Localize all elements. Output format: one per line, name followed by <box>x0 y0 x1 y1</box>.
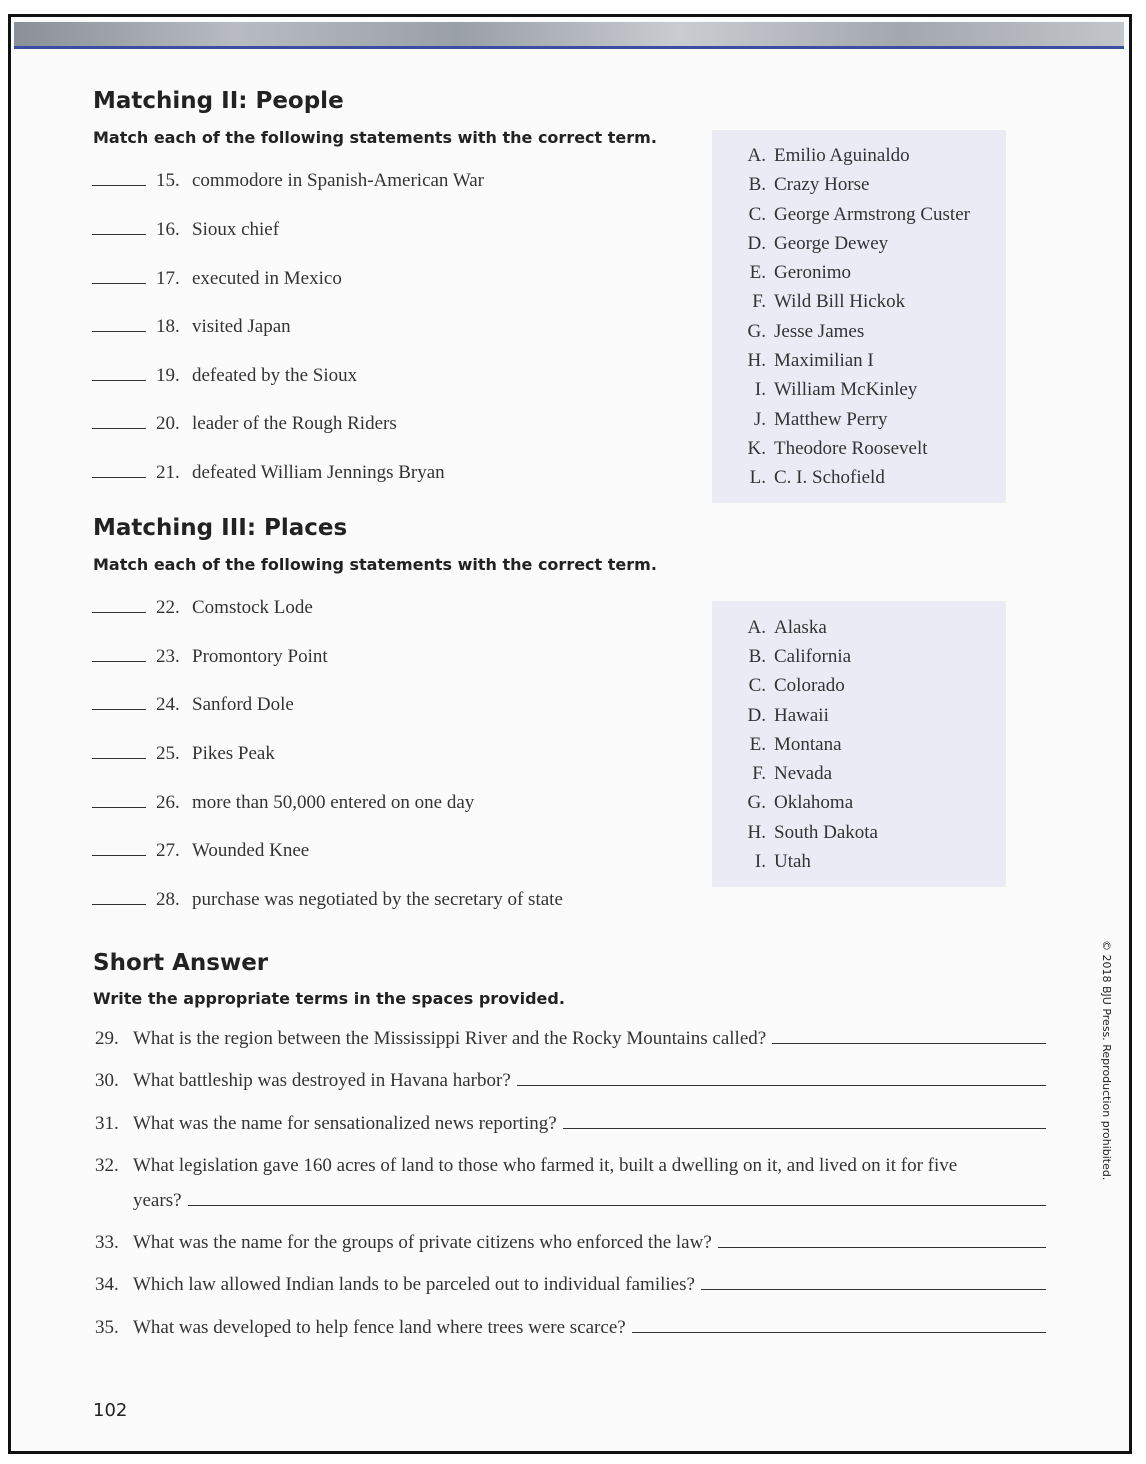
answer-blank[interactable] <box>92 331 146 332</box>
question-number: 15. <box>156 170 180 191</box>
answer-option: H. South Dakota <box>747 822 878 843</box>
question-text: Comstock Lode <box>192 597 313 618</box>
answer-blank[interactable] <box>92 807 146 808</box>
answer-line[interactable] <box>517 1084 1046 1086</box>
answer-option: G. Jesse James <box>747 321 865 342</box>
matching-question <box>92 743 275 765</box>
short-answer-question: 34. Which law allowed Indian lands to be parceled out to individual families? <box>95 1274 1046 1296</box>
answer-option: I. Utah <box>754 851 811 872</box>
answer-line[interactable] <box>188 1204 1046 1206</box>
answer-blank[interactable] <box>92 477 146 478</box>
section-title-matching-places: Matching III: Places <box>93 515 348 541</box>
answer-option: E. Geronimo <box>749 262 852 283</box>
answer-line[interactable] <box>563 1127 1046 1129</box>
answer-blank[interactable] <box>92 185 146 186</box>
question-text: commodore in Spanish-American War <box>192 170 485 191</box>
question-number: 24. <box>156 694 180 715</box>
answer-line[interactable] <box>718 1246 1046 1248</box>
answer-line[interactable] <box>632 1331 1046 1333</box>
matching-question <box>92 462 445 484</box>
answer-blank[interactable] <box>92 234 146 235</box>
question-number: 18. <box>156 316 180 337</box>
question-text: Promontory Point <box>192 646 328 667</box>
answer-line[interactable] <box>701 1288 1046 1290</box>
answer-option: L. C. I. Schofield <box>749 467 885 488</box>
matching-question <box>92 413 397 435</box>
answer-option: J. Matthew Perry <box>753 409 888 430</box>
question-text: executed in Mexico <box>192 268 342 289</box>
answer-option: C. Colorado <box>748 675 845 696</box>
answer-option: F. Nevada <box>752 763 833 784</box>
matching-question <box>92 268 342 290</box>
answer-blank[interactable] <box>92 855 146 856</box>
question-number: 21. <box>156 462 180 483</box>
copyright-notice: © 2018 BJU Press. Reproduction prohibited. <box>1100 940 1113 1181</box>
question-text: defeated by the Sioux <box>192 365 358 386</box>
question-text: defeated William Jennings Bryan <box>192 462 445 483</box>
answer-blank[interactable] <box>92 380 146 381</box>
answer-blank[interactable] <box>92 904 146 905</box>
answer-option: B. Crazy Horse <box>748 174 870 195</box>
matching-question <box>92 646 328 668</box>
short-answer-question: 30. What battleship was destroyed in Havana harbor? <box>95 1070 1046 1092</box>
matching-question <box>92 219 279 241</box>
answer-option: B. California <box>748 646 852 667</box>
question-number: 20. <box>156 413 180 434</box>
answer-option: G. Oklahoma <box>747 792 854 813</box>
answer-blank[interactable] <box>92 283 146 284</box>
section-instructions: Match each of the following statements with the correct term. <box>93 128 657 147</box>
question-number: 17. <box>156 268 180 289</box>
answer-option: C. George Armstrong Custer <box>748 204 970 225</box>
matching-question <box>92 840 309 862</box>
short-answer-question: 29. What is the region between the Mississippi River and the Rocky Mountains called? <box>95 1028 1046 1050</box>
question-text: Sioux chief <box>192 219 280 240</box>
question-number: 16. <box>156 219 180 240</box>
question-text: leader of the Rough Riders <box>192 413 397 434</box>
answer-option: D. George Dewey <box>747 233 889 254</box>
answer-blank[interactable] <box>92 612 146 613</box>
matching-question <box>92 694 294 716</box>
answer-option: A. Emilio Aguinaldo <box>747 145 910 166</box>
question-number: 23. <box>156 646 180 667</box>
question-text: more than 50,000 entered on one day <box>192 792 475 813</box>
short-answer-continuation: years? <box>133 1190 1046 1212</box>
matching-question <box>92 792 474 814</box>
short-answer-question: 35. What was developed to help fence land where trees were scarce? <box>95 1317 1046 1339</box>
answer-option: F. Wild Bill Hickok <box>752 291 906 312</box>
matching-question <box>92 316 291 338</box>
question-text: Pikes Peak <box>192 743 275 764</box>
question-number: 22. <box>156 597 180 618</box>
page-number: 102 <box>93 1400 128 1421</box>
question-text: Wounded Knee <box>192 840 310 861</box>
answer-blank[interactable] <box>92 661 146 662</box>
answer-line[interactable] <box>772 1042 1046 1044</box>
answer-option: K. Theodore Roosevelt <box>747 438 928 459</box>
answer-option: E. Montana <box>749 734 842 755</box>
matching-question <box>92 365 357 387</box>
question-text: purchase was negotiated by the secretary of state <box>192 889 563 910</box>
question-number: 19. <box>156 365 180 386</box>
short-answer-question: 32. What legislation gave 160 acres of land to those who farmed it, built a dwelling on it, and lived on it for five <box>95 1155 958 1176</box>
header-banner-image <box>14 22 1124 49</box>
short-answer-question: 31. What was the name for sensationalized news reporting? <box>95 1113 1046 1135</box>
section-title-matching-people: Matching II: People <box>93 88 344 114</box>
matching-question <box>92 170 484 192</box>
question-number: 26. <box>156 792 180 813</box>
question-number: 27. <box>156 840 180 861</box>
section-title-short-answer: Short Answer <box>93 950 269 976</box>
short-answer-question: 33. What was the name for the groups of private citizens who enforced the law? <box>95 1232 1046 1254</box>
answer-blank[interactable] <box>92 428 146 429</box>
matching-question <box>92 597 313 619</box>
answer-option: A. Alaska <box>747 617 827 638</box>
section-instructions: Write the appropriate terms in the spaces provided. <box>93 989 565 1008</box>
question-number: 25. <box>156 743 180 764</box>
matching-question <box>92 889 563 911</box>
answer-blank[interactable] <box>92 709 146 710</box>
question-text: visited Japan <box>192 316 291 337</box>
question-number: 28. <box>156 889 180 910</box>
question-text: Sanford Dole <box>192 694 294 715</box>
section-instructions: Match each of the following statements with the correct term. <box>93 555 657 574</box>
answer-option: H. Maximilian I <box>747 350 874 371</box>
answer-blank[interactable] <box>92 758 146 759</box>
answer-option: D. Hawaii <box>747 705 829 726</box>
answer-option: I. William McKinley <box>754 379 918 400</box>
